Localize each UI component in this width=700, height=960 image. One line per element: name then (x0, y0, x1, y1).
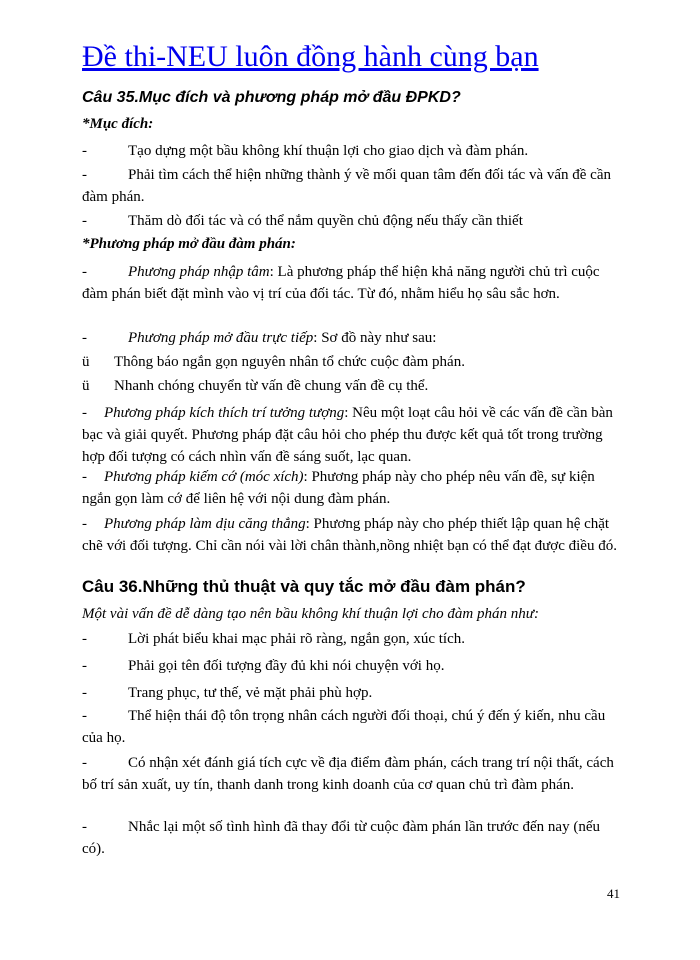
q36-item-5: - Có nhận xét đánh giá tích cực về địa điểm đàm phán, cách trang trí nội thất, cách bố trí sản xuất, uy tín, thanh danh trong kinh doanh của cơ quan chủ trì đàm phán. (82, 752, 622, 796)
q36-item-6: - Nhắc lại một số tình hình đã thay đổi từ cuộc đàm phán lần trước đến nay (nếu có). (82, 816, 622, 860)
bullet-dash: - (82, 143, 87, 159)
q36-item-2: - Phải gọi tên đối tượng đầy đủ khi nói chuyện với họ. (82, 655, 622, 677)
bullet-dash: - (82, 755, 87, 771)
purpose-item-1: - Tạo dựng một bầu không khí thuận lợi cho giao dịch và đàm phán. (82, 140, 622, 162)
method-2-sub-1: ü Thông báo ngắn gọn nguyên nhân tổ chức cuộc đàm phán. (82, 351, 622, 373)
method-2-text: : Sơ đồ này như sau: (313, 330, 437, 346)
q36-item-4: - Thể hiện thái độ tôn trọng nhân cách người đối thoại, chú ý đến ý kiến, nhu cầu của họ. (82, 705, 622, 749)
bullet-dash: - (82, 264, 87, 280)
bullet-dash: - (82, 330, 87, 346)
q35-heading: Câu 35.Mục đích và phương pháp mở đầu ĐPKD? (82, 89, 461, 106)
method-1 (82, 261, 622, 305)
check-bullet-icon: ü (82, 354, 90, 370)
method-4-text: : Phương pháp này cho phép nêu vấn đề, sự kiện ngắn gọn làm cớ để liên hệ với nội dung đàm phán. (82, 469, 595, 507)
page-number: 41 (607, 886, 620, 901)
method-3 (82, 402, 622, 468)
method-2-sub-2: ü Nhanh chóng chuyển từ vấn đề chung vấn đề cụ thể. (82, 375, 622, 397)
bullet-dash: - (82, 658, 87, 674)
purpose-item-2: - Phải tìm cách thể hiện những thành ý về mối quan tâm đến đối tác và vấn đề cần đàm phán. (82, 164, 622, 208)
check-bullet-icon: ü (82, 378, 90, 394)
bullet-dash: - (82, 516, 87, 532)
method-5 (82, 513, 622, 557)
purpose-item-3: - Thăm dò đối tác và có thể nắm quyền chủ động nếu thấy cần thiết (82, 210, 622, 232)
bullet-dash: - (82, 167, 87, 183)
bullet-dash: - (82, 405, 87, 421)
bullet-dash: - (82, 685, 87, 701)
method-3-text: : Nêu một loạt câu hỏi về các vấn đề cần bàn bạc và giải quyết. Phương pháp đặt câu hỏi cho phép thu được kết quả tốt trong trường hợp đối tượng có cách nhìn vấn đề sáng suốt, lạc quan. (82, 405, 613, 465)
method-1-name: Phương pháp nhập tâm (128, 264, 270, 280)
purpose-label: *Mục đích: (82, 116, 154, 132)
q36-item-1: - Lời phát biểu khai mạc phải rõ ràng, ngắn gọn, xúc tích. (82, 628, 622, 650)
q36-heading: Câu 36.Những thủ thuật và quy tắc mở đầu đàm phán? (82, 577, 526, 596)
method-label: *Phương pháp mở đầu đàm phán: (82, 236, 296, 252)
q36-intro: Một vài vấn đề dễ dàng tạo nên bầu không khí thuận lợi cho đàm phán như: (82, 606, 539, 622)
bullet-dash: - (82, 708, 87, 724)
method-5-name: Phương pháp làm dịu căng thẳng (104, 516, 306, 532)
bullet-dash: - (82, 631, 87, 647)
method-2 (82, 327, 622, 349)
method-4-name: Phương pháp kiếm cớ (móc xích) (104, 469, 304, 485)
q36-item-3: - Trang phục, tư thế, vẻ mặt phải phù hợp. (82, 682, 622, 704)
bullet-dash: - (82, 469, 87, 485)
method-3-name: Phương pháp kích thích trí tưởng tượng (104, 405, 345, 421)
method-5-text: : Phương pháp này cho phép thiết lập quan hệ chặt chẽ với đối tượng. Chỉ cần nói vài lời chân thành,nồng nhiệt bạn có thể đạt được điều đó. (82, 516, 617, 554)
method-2-name: Phương pháp mở đầu trực tiếp (128, 330, 314, 346)
method-4 (82, 466, 622, 510)
page-title-link[interactable]: Đề thi-NEU luôn đồng hành cùng bạn (82, 40, 539, 73)
bullet-dash: - (82, 213, 87, 229)
method-1-text: : Là phương pháp thể hiện khả năng người chủ trì cuộc đàm phán biết đặt mình vào vị trí của đối tác. Từ đó, nhằm hiểu họ sâu sắc hơn. (82, 264, 600, 302)
bullet-dash: - (82, 819, 87, 835)
